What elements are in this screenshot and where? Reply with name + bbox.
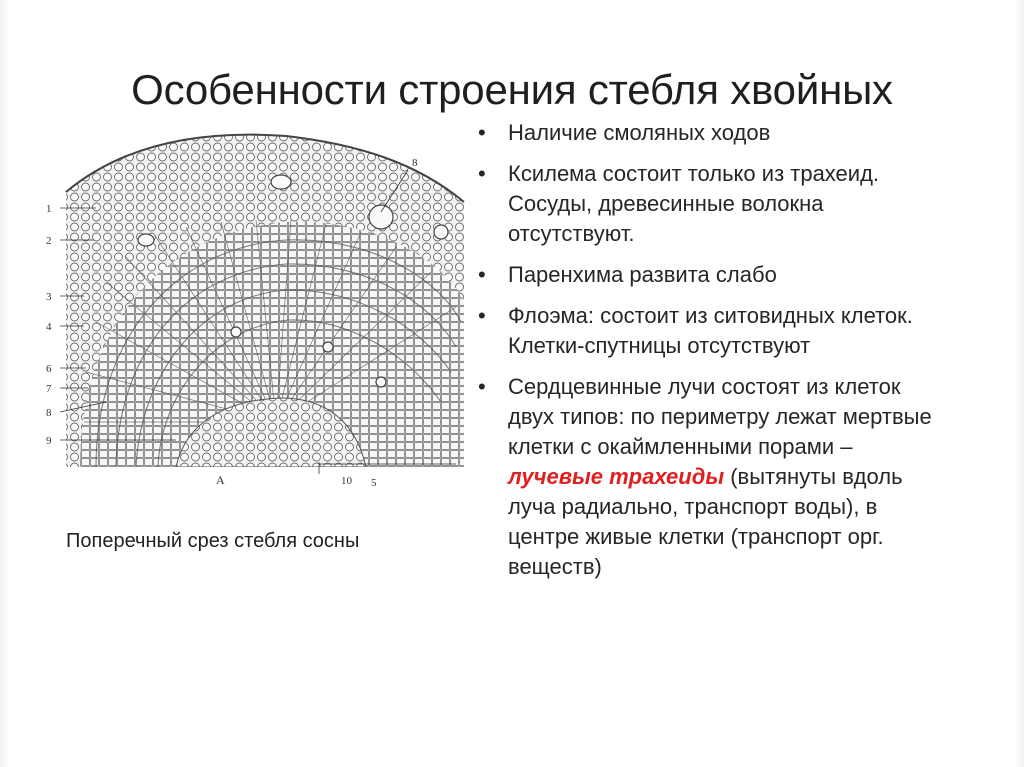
bullet-list: [476, 118, 946, 593]
bullet-symbol: •: [478, 374, 486, 399]
bullet-symbol: •: [478, 161, 486, 186]
label-7: 7: [46, 383, 52, 395]
label-6: 6: [46, 363, 52, 375]
label-2: 2: [46, 235, 52, 247]
label-5: 5: [371, 477, 377, 489]
bullet-item: [476, 372, 946, 582]
figure-caption: Поперечный срез стебля сосны: [66, 530, 360, 552]
highlighted-term: лучевые трахеиды: [508, 464, 725, 489]
label-top-8: 8: [412, 157, 418, 169]
bullet-text: Ксилема состоит только из трахеид. Сосуды, древесинные волокна отсутствуют.: [508, 161, 880, 246]
bullet-item: [476, 301, 946, 361]
label-9: 9: [46, 435, 52, 447]
label-10: 10: [341, 475, 352, 487]
bullet-item: [476, 118, 946, 148]
bullet-text-after: (вытянуты вдоль луча радиально, транспорт воды), в центре живые клетки (транспорт орг. веществ): [508, 464, 903, 579]
bullet-item: [476, 260, 946, 290]
bullet-text: Флоэма: состоит из ситовидных клеток. Клетки-спутницы отсутствуют: [508, 303, 913, 358]
bullet-symbol: •: [478, 120, 486, 145]
label-8: 8: [46, 407, 52, 419]
bullet-text: Наличие смоляных ходов: [508, 120, 771, 145]
label-4: 4: [46, 321, 52, 333]
bullet-symbol: •: [478, 262, 486, 287]
cross-section-drawing: [36, 122, 471, 492]
label-1: 1: [46, 203, 52, 215]
slide-title: Особенности строения стебля хвойных: [131, 66, 893, 114]
label-a: А: [216, 473, 225, 487]
pine-stem-cross-section-figure: [36, 122, 471, 492]
bullet-text-before: Сердцевинные лучи состоят из клеток двух типов: по периметру лежат мертвые клетки с окаймленными порами –: [508, 374, 932, 459]
bullet-item: [476, 159, 946, 249]
bullet-text: Паренхима развита слабо: [508, 262, 777, 287]
label-3: 3: [46, 291, 52, 303]
bullet-symbol: •: [478, 303, 486, 328]
